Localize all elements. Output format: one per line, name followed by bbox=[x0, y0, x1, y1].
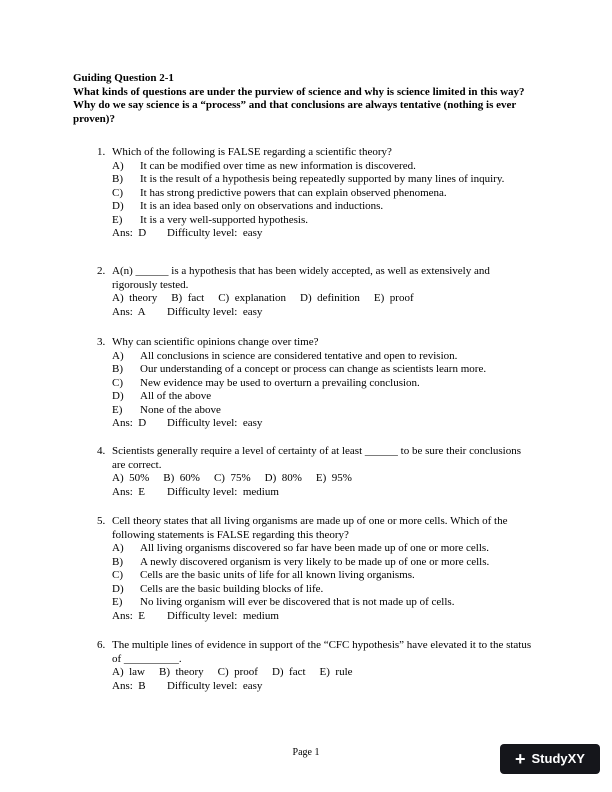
option-letter: B) bbox=[112, 555, 123, 568]
answer-option bbox=[97, 214, 537, 228]
option-letter: C) bbox=[112, 376, 123, 389]
answer-line bbox=[97, 306, 537, 320]
question-stem: Scientists generally require a level of certainty of at least ______ to be sure their conclusions are correct. bbox=[112, 445, 522, 471]
inline-option: B) fact bbox=[171, 292, 205, 304]
difficulty-level: Difficulty level: easy bbox=[167, 679, 263, 692]
answer-option bbox=[97, 160, 537, 174]
inline-option: A) theory bbox=[112, 292, 158, 304]
inline-options bbox=[97, 472, 537, 486]
option-text: Our understanding of a concept or process can change as scientists learn more. bbox=[140, 363, 487, 375]
question-6 bbox=[97, 639, 537, 693]
studyxy-logo[interactable] bbox=[500, 744, 600, 774]
question-stem: Why can scientific opinions change over time? bbox=[112, 336, 319, 348]
answer-key: Ans: D bbox=[112, 227, 147, 239]
inline-option: B) 60% bbox=[163, 472, 200, 484]
inline-options bbox=[97, 666, 537, 680]
inline-option: C) explanation bbox=[218, 292, 287, 304]
option-text: It is the result of a hypothesis being repeatedly supported by many lines of inquiry. bbox=[140, 173, 505, 185]
option-letter: E) bbox=[112, 403, 123, 416]
option-text: It can be modified over time as new information is discovered. bbox=[140, 159, 416, 172]
option-text: It is an idea based only on observations and inductions. bbox=[140, 200, 384, 212]
question-number: 5. bbox=[97, 515, 106, 527]
guiding-question-prompt: What kinds of questions are under the purview of science and why is science limited in this way? Why do we say science is a “process” and that conclusions are always tentative (nothing is ever proven)? bbox=[73, 85, 525, 125]
inline-option: D) 80% bbox=[264, 472, 302, 484]
option-text: It is a very well-supported hypothesis. bbox=[140, 213, 309, 226]
option-letter: B) bbox=[112, 363, 123, 375]
option-letter: C) bbox=[112, 569, 123, 581]
inline-option: E) 95% bbox=[315, 472, 352, 484]
answer-option bbox=[97, 173, 537, 187]
option-letter: C) bbox=[112, 186, 123, 199]
difficulty-level: Difficulty level: easy bbox=[167, 305, 263, 318]
question-stem: A(n) ______ is a hypothesis that has been widely accepted, as well as extensively and rigorously tested. bbox=[112, 265, 490, 291]
question-1 bbox=[97, 146, 537, 241]
question-number: 4. bbox=[97, 445, 106, 457]
option-letter: E) bbox=[112, 213, 123, 226]
answer-key: Ans: B bbox=[112, 679, 146, 692]
answer-option bbox=[97, 377, 537, 391]
question-number: 1. bbox=[97, 146, 106, 158]
answer-line bbox=[97, 227, 537, 241]
answer-option bbox=[97, 583, 537, 597]
difficulty-level: Difficulty level: easy bbox=[167, 227, 263, 239]
inline-option: B) theory bbox=[159, 666, 204, 678]
option-text: No living organism will ever be discovered that is not made up of cells. bbox=[140, 596, 455, 608]
answer-option bbox=[97, 350, 537, 364]
answer-line bbox=[97, 680, 537, 694]
studyxy-brand-text: StudyXY bbox=[531, 751, 585, 767]
answer-line bbox=[97, 610, 537, 624]
guiding-question-title: Guiding Question 2-1 bbox=[73, 72, 174, 84]
inline-option: A) 50% bbox=[112, 472, 150, 484]
inline-option: C) proof bbox=[217, 666, 258, 678]
option-text: Cells are the basic units of life for all known living organisms. bbox=[140, 569, 415, 581]
option-text: Cells are the basic building blocks of life. bbox=[140, 582, 324, 595]
difficulty-level: Difficulty level: medium bbox=[167, 485, 279, 498]
page-number: Page 1 bbox=[292, 747, 320, 758]
option-text: New evidence may be used to overturn a prevailing conclusion. bbox=[140, 376, 420, 389]
answer-key: Ans: D bbox=[112, 417, 147, 429]
question-2 bbox=[97, 265, 537, 319]
option-letter: A) bbox=[112, 159, 124, 172]
question-3 bbox=[97, 336, 537, 431]
option-letter: E) bbox=[112, 596, 123, 608]
answer-key: Ans: E bbox=[112, 485, 145, 498]
answer-option bbox=[97, 542, 537, 556]
answer-option bbox=[97, 569, 537, 583]
option-letter: A) bbox=[112, 542, 124, 554]
guiding-question-header bbox=[73, 72, 543, 126]
option-text: All of the above bbox=[140, 390, 212, 402]
option-text: None of the above bbox=[140, 403, 221, 416]
answer-line bbox=[97, 417, 537, 431]
answer-option bbox=[97, 404, 537, 418]
question-stem: The multiple lines of evidence in support of the “CFC hypothesis” have elevated it to the status of __________. bbox=[112, 639, 532, 665]
answer-option bbox=[97, 200, 537, 214]
option-text: It has strong predictive powers that can explain observed phenomena. bbox=[140, 186, 447, 199]
inline-option: D) fact bbox=[271, 666, 306, 678]
question-number: 6. bbox=[97, 639, 106, 651]
question-stem: Cell theory states that all living organisms are made up of one or more cells. Which of the following statements is FALSE regarding this theory? bbox=[112, 515, 508, 541]
question-number: 3. bbox=[97, 336, 106, 348]
question-5 bbox=[97, 515, 537, 623]
answer-key: Ans: A bbox=[112, 305, 146, 318]
inline-options bbox=[97, 292, 537, 306]
question-4 bbox=[97, 445, 537, 499]
difficulty-level: Difficulty level: easy bbox=[167, 417, 263, 429]
plus-icon: + bbox=[515, 749, 526, 769]
answer-option bbox=[97, 363, 537, 377]
inline-option: A) law bbox=[112, 666, 145, 678]
question-number: 2. bbox=[97, 265, 106, 277]
question-stem: Which of the following is FALSE regarding a scientific theory? bbox=[112, 146, 392, 158]
option-text: All conclusions in science are considered tentative and open to revision. bbox=[140, 349, 458, 362]
inline-option: E) proof bbox=[373, 292, 414, 304]
answer-option bbox=[97, 556, 537, 570]
answer-option bbox=[97, 187, 537, 201]
option-letter: B) bbox=[112, 173, 123, 185]
option-letter: D) bbox=[112, 390, 124, 402]
answer-option bbox=[97, 596, 537, 610]
inline-option: C) 75% bbox=[213, 472, 251, 484]
inline-option: D) definition bbox=[300, 292, 360, 304]
answer-option bbox=[97, 390, 537, 404]
difficulty-level: Difficulty level: medium bbox=[167, 609, 279, 622]
option-letter: D) bbox=[112, 200, 124, 212]
answer-line bbox=[97, 486, 537, 500]
option-text: A newly discovered organism is very likely to be made up of one or more cells. bbox=[140, 555, 490, 568]
answer-key: Ans: E bbox=[112, 609, 145, 622]
option-letter: D) bbox=[112, 582, 124, 595]
option-text: All living organisms discovered so far have been made up of one or more cells. bbox=[140, 542, 489, 554]
inline-option: E) rule bbox=[319, 666, 353, 678]
option-letter: A) bbox=[112, 349, 124, 362]
